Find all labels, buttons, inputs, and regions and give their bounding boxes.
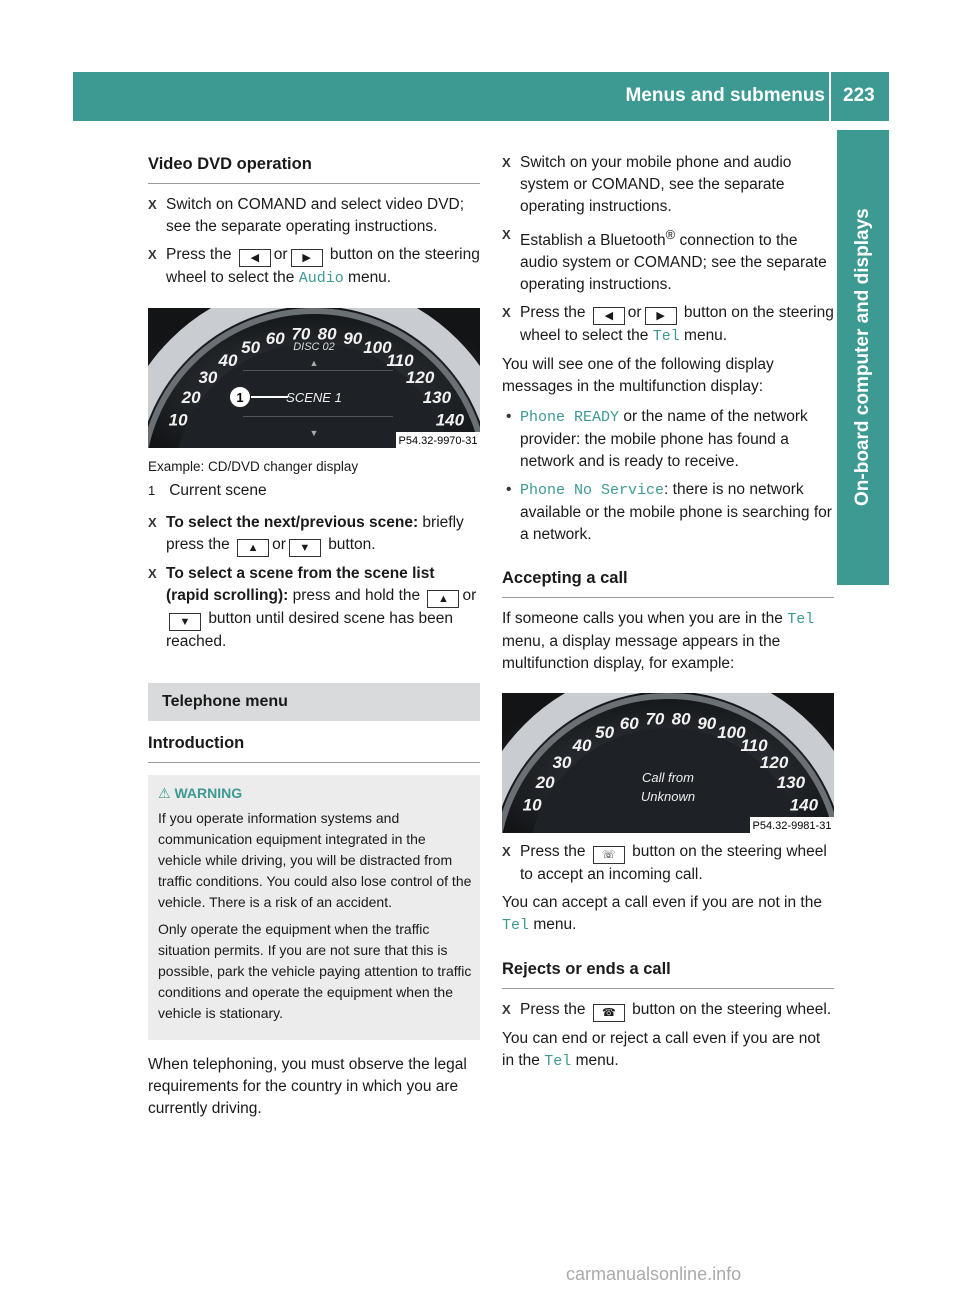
header-divider <box>829 72 831 121</box>
speed-label: 100 <box>363 338 392 358</box>
disc-label: DISC 02 <box>293 341 335 353</box>
step-text: button. <box>328 536 376 553</box>
warning-title <box>158 783 472 804</box>
speed-label: 120 <box>759 753 789 773</box>
figure-legend <box>148 480 480 502</box>
side-tab-label: On-board computer and displays <box>852 208 873 507</box>
phone-accept-key-icon: ☏ <box>593 846 625 864</box>
menu-code-tel: Tel <box>544 1053 572 1071</box>
menu-code-audio: Audio <box>298 270 344 287</box>
callout-number: 1 <box>236 390 244 405</box>
or-text: or <box>627 304 642 322</box>
step-arrow-icon: X <box>502 1002 511 1018</box>
text: menu, a display message appears in the multifunction display, for example: <box>502 633 781 673</box>
display-message-code: Phone READY <box>520 409 620 427</box>
step-text: press and hold the <box>292 587 421 604</box>
right-arrow-key-icon: ▶ <box>291 249 323 267</box>
legend-text: Current scene <box>169 482 267 499</box>
down-key-icon: ▼ <box>289 539 321 557</box>
speed-label: 50 <box>595 723 615 743</box>
step <box>148 512 480 557</box>
step-text: button until desired scene has been reached. <box>166 610 454 650</box>
or-text: or <box>273 246 288 263</box>
speed-label: 20 <box>535 773 555 793</box>
side-tab-marker <box>847 528 889 584</box>
figure-code: P54.32-9970-31 <box>398 435 478 447</box>
down-key-icon: ▼ <box>169 613 201 631</box>
step-text: button on the steering wheel to accept an incoming call. <box>520 843 827 884</box>
step-arrow-icon: X <box>502 305 511 321</box>
step-text: Press the <box>520 304 586 322</box>
up-key-icon: ▲ <box>237 539 269 557</box>
right-column <box>502 152 834 1081</box>
registered-mark: ® <box>665 227 676 242</box>
cluster-graphic <box>502 693 834 833</box>
bullet-text: or the name of the network provider: the mobile phone has found a network and is ready to receive. <box>520 408 808 471</box>
warning-triangle-icon: ⚠ <box>158 785 171 801</box>
or-text: or <box>272 536 286 553</box>
header-title: Menus and submenus <box>625 85 825 106</box>
step-bold: To select a scene from the scene list (rapid scrolling): <box>166 565 435 604</box>
step-arrow-icon: X <box>502 155 511 170</box>
step-arrow-icon: X <box>502 844 511 860</box>
speed-label: 70 <box>291 324 311 344</box>
bullet-icon: • <box>506 481 512 499</box>
step <box>502 302 834 348</box>
speed-label: 30 <box>198 367 218 387</box>
right-arrow-key-icon: ▶ <box>645 307 677 325</box>
step-text: Switch on COMAND and select video DVD; see the separate operating instructions. <box>166 196 465 235</box>
speed-label: 80 <box>317 324 337 344</box>
step-arrow-icon: X <box>148 197 157 212</box>
bullet-text: : there is no network available or the mobile phone is searching for a network. <box>520 481 832 544</box>
speed-label: 60 <box>619 714 639 734</box>
step-text: button on the steering wheel to select the <box>520 304 834 345</box>
step-text: Press the <box>520 1001 586 1019</box>
step-arrow-icon: X <box>502 227 511 242</box>
speed-label: 130 <box>422 388 452 407</box>
left-column <box>148 152 480 1128</box>
scene-label: SCENE 1 <box>286 390 342 405</box>
text: You can end or reject a call even if you are not in the <box>502 1030 821 1070</box>
step-arrow-icon: X <box>148 515 157 530</box>
body-paragraph <box>502 1028 834 1073</box>
speed-label: 90 <box>343 329 363 349</box>
call-line-2: Unknown <box>640 789 696 805</box>
menu-code-tel: Tel <box>652 328 680 346</box>
speed-label: 90 <box>697 714 717 734</box>
text: If someone calls you when you are in the <box>502 610 783 628</box>
step <box>502 841 834 886</box>
speed-label: 50 <box>241 338 261 358</box>
step-text: connection to the audio system or COMAND; see the separate operating instructions. <box>520 232 827 294</box>
step-text: button on the steering wheel. <box>632 1001 832 1019</box>
speed-label: 40 <box>572 736 592 756</box>
page-header <box>73 72 889 121</box>
figure-caption: Example: CD/DVD changer display <box>148 459 359 474</box>
step <box>502 152 834 218</box>
text: menu. <box>533 916 577 934</box>
text: You can accept a call even if you are not in the <box>502 894 822 912</box>
phone-end-key-icon: ☎ <box>593 1004 625 1022</box>
down-arrow-icon: ▼ <box>309 428 319 438</box>
step-arrow-icon: X <box>148 566 157 581</box>
figure-code: P54.32-9981-31 <box>752 820 832 833</box>
up-arrow-icon: ▲ <box>309 358 319 368</box>
left-arrow-key-icon: ◀ <box>239 249 271 267</box>
body-paragraph: You will see one of the following display messages in the multifunction display: <box>502 356 774 396</box>
figure-cd-dvd-display <box>148 308 480 448</box>
figure-call-display <box>502 693 834 833</box>
heading-video-dvd: Video DVD operation <box>148 152 480 184</box>
speed-label: 10 <box>522 795 542 815</box>
bullet-icon: • <box>506 408 512 426</box>
speed-label: 130 <box>776 773 806 793</box>
display-message-code: Phone No Service <box>520 482 665 500</box>
warning-title-text: WARNING <box>174 785 243 801</box>
step-text: Press the <box>520 843 586 861</box>
heading-accepting-call: Accepting a call <box>502 566 834 598</box>
text: menu. <box>575 1052 619 1070</box>
step <box>148 194 480 238</box>
step-text: Establish a Bluetooth <box>520 232 666 250</box>
step-arrow-icon: X <box>148 247 157 262</box>
cluster-graphic <box>148 308 480 448</box>
step-text: menu. <box>684 327 728 345</box>
speed-label: 40 <box>218 351 238 371</box>
speed-label: 140 <box>789 795 819 815</box>
speed-label: 80 <box>671 709 691 729</box>
menu-code-tel: Tel <box>502 917 530 935</box>
up-key-icon: ▲ <box>427 590 459 608</box>
speed-label: 110 <box>386 351 414 371</box>
section-banner-telephone: Telephone menu <box>148 683 480 721</box>
step <box>502 999 834 1022</box>
page-number: 223 <box>843 85 875 106</box>
speed-label: 20 <box>181 388 201 407</box>
heading-introduction: Introduction <box>148 731 480 763</box>
step-text: Switch on your mobile phone and audio system or COMAND, see the separate operating instructions. <box>520 154 792 215</box>
speed-label: 30 <box>552 753 572 773</box>
speed-label: 100 <box>717 723 746 743</box>
step-text: button on the steering wheel to select the <box>166 246 480 286</box>
step-text: Press the <box>166 246 232 263</box>
body-paragraph: When telephoning, you must observe the legal requirements for the country in which you are currently driving. <box>148 1056 467 1117</box>
step-text: menu. <box>348 269 392 286</box>
speed-label: 110 <box>740 736 768 756</box>
step-text: briefly press the <box>166 514 464 553</box>
step <box>148 563 480 653</box>
legend-number: 1 <box>148 483 156 498</box>
body-paragraph <box>502 608 834 675</box>
watermark: carmanualsonline.info <box>566 1264 742 1284</box>
bullet-item <box>502 479 834 546</box>
menu-code-tel: Tel <box>787 611 815 629</box>
speed-label: 120 <box>405 367 435 387</box>
bullet-item <box>502 406 834 473</box>
speed-label: 70 <box>645 709 665 729</box>
warning-paragraph: If you operate information systems and communication equipment integrated in the vehicle while driving, you will be distracted from traffic conditions. You could also lose control of the vehicle. There is a risk of an accident. <box>158 810 472 910</box>
speed-label: 60 <box>265 329 285 349</box>
body-paragraph <box>502 892 834 937</box>
or-text: or <box>462 587 477 604</box>
call-line-1: Call from <box>641 770 695 786</box>
step-bold: To select the next/previous scene: <box>166 514 419 531</box>
left-arrow-key-icon: ◀ <box>593 307 625 325</box>
warning-paragraph: Only operate the equipment when the traffic situation permits. If you are not sure that this is possible, park the vehicle paying attention to traffic conditions and operate the equipment when the vehicle is stationary. <box>158 921 472 1021</box>
warning-box <box>148 775 480 1040</box>
heading-reject-call: Rejects or ends a call <box>502 957 834 989</box>
step <box>148 244 480 290</box>
speed-label: 10 <box>168 410 188 430</box>
step <box>502 224 834 296</box>
speed-label: 140 <box>435 410 465 430</box>
